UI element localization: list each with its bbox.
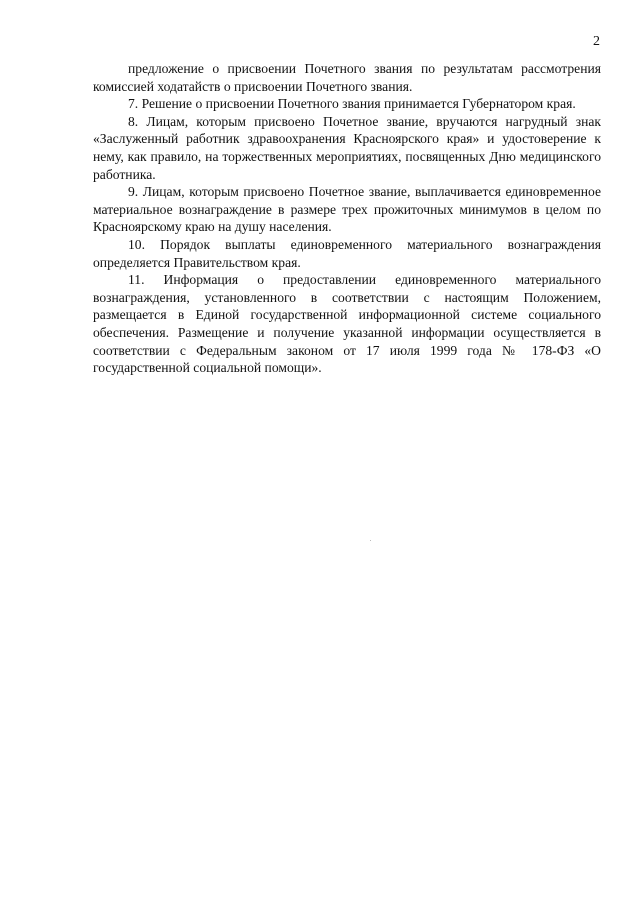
paragraph-11: 11. Информация о предоставлении единовременного материального вознаграждения, установленного в соответствии с настоящим Положением, размещается в Единой государственной информационной системе социального обеспечения. Размещение и получение указанной информации осуществляется в соответствии с Федеральным законом от 17 июля 1999 года № 178-ФЗ «О государственной социальной помощи».	[93, 272, 601, 376]
paragraph-7: 7. Решение о присвоении Почетного звания принимается Губернатором края.	[128, 96, 576, 112]
paragraph-8: 8. Лицам, которым присвоено Почетное звание, вручаются нагрудный знак «Заслуженный работник здравоохранения Красноярского края» и удостоверение к нему, как правило, на торжественных мероприятиях, посвященных Дню медицинского работника.	[93, 113, 601, 182]
document-body	[93, 60, 601, 377]
paragraph-10: 10. Порядок выплаты единовременного материального вознаграждения определяется Правительством края.	[93, 236, 601, 270]
scan-speck	[370, 540, 371, 541]
page-number: 2	[593, 34, 600, 49]
paragraph-6-continuation: предложение о присвоении Почетного звания по результатам рассмотрения комиссией ходатайств о присвоении Почетного звания.	[93, 61, 601, 94]
paragraph-9: 9. Лицам, которым присвоено Почетное звание, выплачивается единовременное материальное вознаграждение в размере трех прожиточных минимумов в целом по Красноярскому краю на душу населения.	[93, 184, 601, 235]
